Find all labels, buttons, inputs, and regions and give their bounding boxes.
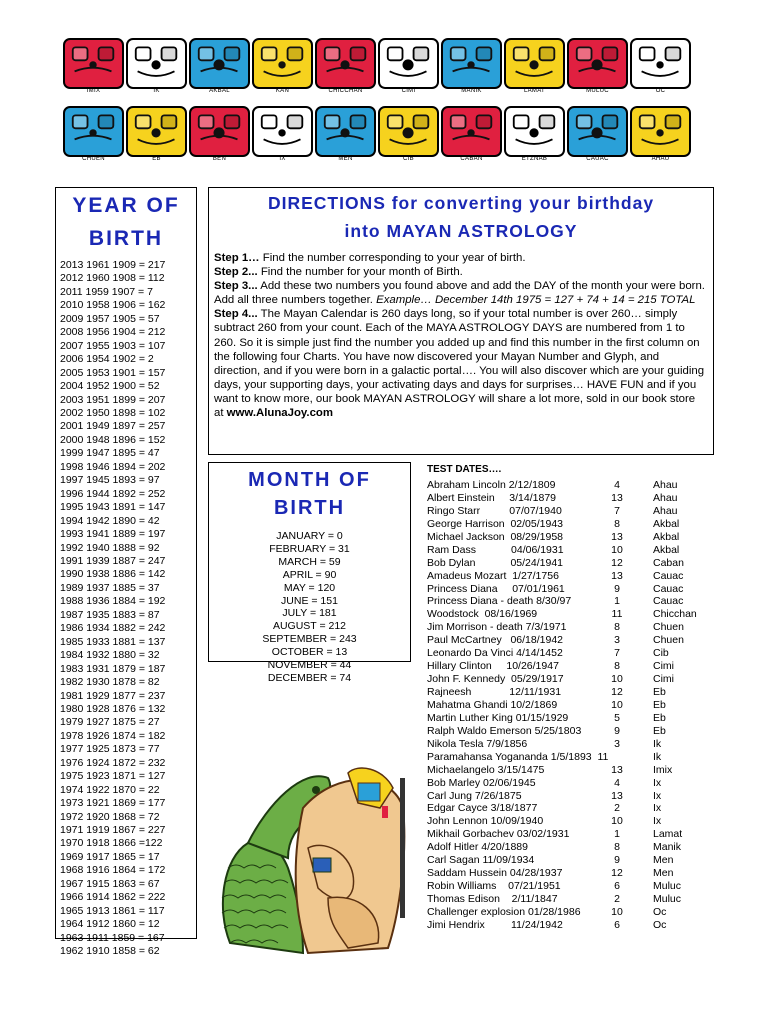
glyph-icon: [504, 38, 565, 89]
test-number: 7: [614, 647, 620, 660]
glyph-icon: [441, 38, 502, 89]
year-row: 1985 1933 1881 = 137: [60, 635, 166, 648]
test-date-row: [427, 531, 717, 544]
test-person: Woodstock 08/16/1969: [427, 608, 538, 621]
glyph-label: KAN: [275, 88, 290, 94]
glyph-cauac: [567, 106, 628, 168]
test-person: Princess Diana - death 8/30/97: [427, 595, 572, 608]
year-row: 2005 1953 1901 = 157: [60, 366, 166, 379]
test-person: Abraham Lincoln 2/12/1809: [427, 479, 556, 491]
step-3: Step 3... Add these two numbers you found above and add the DAY of the month your were born. Add all three numbers together. Example… December 14th 1975 = 127 + 74 + 14 = 215 TOTAL: [214, 280, 705, 307]
test-date-row: [427, 906, 717, 919]
year-row: 2010 1958 1906 = 162: [60, 299, 166, 312]
glyph-label: MEN: [338, 156, 353, 162]
month-row: AUGUST = 212: [272, 620, 347, 633]
test-date-row: [427, 764, 717, 777]
glyph-chuen: [63, 106, 124, 168]
glyph-icon: [441, 106, 502, 157]
test-date-row: [427, 518, 717, 531]
test-person: Edgar Cayce 3/18/1877: [427, 802, 538, 815]
test-date-row: [427, 802, 717, 815]
year-row: 1990 1938 1886 = 142: [60, 568, 166, 581]
glyph-icon: [252, 106, 313, 157]
glyph-label: MULUC: [586, 88, 609, 94]
test-number: 8: [614, 660, 620, 673]
glyph-label: OC: [655, 88, 666, 94]
year-row: 1968 1916 1864 = 172: [60, 864, 166, 877]
test-number: 10: [611, 905, 623, 918]
glyph-icon: [315, 38, 376, 89]
glyph-label: CHICCHAN: [328, 88, 363, 94]
test-number: 10: [611, 543, 623, 556]
month-row: DECEMBER = 74: [267, 671, 352, 684]
step-2: Step 2... Find the number for your month of Birth.: [214, 266, 463, 279]
test-person: Challenger explosion 01/28/1986: [427, 905, 581, 918]
test-person: Mikhail Gorbachev 03/02/1931: [427, 828, 570, 841]
glyph-label: IMIX: [86, 88, 101, 94]
glyph-akbal: [189, 38, 250, 100]
year-row: 1967 1915 1863 = 67: [60, 877, 160, 890]
glyph-label: CIB: [403, 156, 414, 162]
glyph-row-top: [63, 38, 691, 100]
test-person: Michaelangelo 3/15/1475: [427, 763, 545, 776]
year-row: 2002 1950 1898 = 102: [60, 406, 166, 419]
test-person: Albert Einstein 3/14/1879: [427, 491, 556, 504]
glyph-cib: [378, 106, 439, 168]
test-number: 12: [611, 556, 623, 569]
month-row: MAY = 120: [283, 581, 336, 594]
test-number: 9: [614, 854, 620, 867]
glyph-label: CHUEN: [82, 156, 105, 162]
test-sign: Ix: [653, 802, 662, 815]
test-sign: Akbal: [653, 517, 680, 530]
year-row: 1983 1931 1879 = 187: [60, 662, 166, 675]
test-date-row: [427, 557, 717, 570]
test-number: 12: [611, 686, 623, 698]
year-row: 1962 1910 1858 = 62: [60, 945, 160, 958]
test-sign: Ik: [653, 750, 662, 763]
test-person: Bob Marley 02/06/1945: [427, 776, 536, 789]
test-sign: Men: [653, 854, 674, 867]
test-number: 9: [614, 724, 620, 737]
test-date-row: [427, 570, 717, 583]
year-row: 1999 1947 1895 = 47: [60, 447, 160, 460]
year-row: 2001 1949 1897 = 257: [60, 420, 166, 433]
test-number: 9: [614, 582, 620, 595]
test-sign: Akbal: [653, 543, 680, 556]
test-number: 6: [614, 918, 620, 931]
test-date-row: [427, 867, 717, 880]
glyph-kan: [252, 38, 313, 100]
year-row: 1996 1944 1892 = 252: [60, 487, 166, 500]
year-row: 2009 1957 1905 = 57: [60, 312, 160, 325]
test-sign: Chicchan: [653, 608, 697, 621]
year-row: 1974 1922 1870 = 22: [60, 783, 160, 796]
test-person: Michael Jackson 08/29/1958: [427, 530, 564, 543]
test-date-row: [427, 660, 717, 673]
step-4: Step 4... The Mayan Calendar is 260 days long, so if your total number is over 260… simply subtract 260 from your count. Each of the MAYA ASTROLOGY DAYS are numbered from 1 to 260. So it is simple just find the number you added up and find this number in the first column on the following four Charts. You have now discovered your Mayan Number and Glyph, and direction, and if you were born in a galactic portal…. You will also discover which are your guiding days, your supporting days, your activating days and days for surprises… HAVE FUN and if you want to know more, our book MAYAN ASTROLOGY will share a lot more, sold in our book store at www.AlunaJoy.com: [214, 308, 705, 420]
year-row: 1966 1914 1862 = 222: [60, 891, 166, 904]
test-date-row: [427, 725, 717, 738]
test-person: Bob Dylan 05/24/1941: [427, 556, 564, 569]
glyph-oc: [630, 38, 691, 100]
test-dates-title: TEST DATES….: [427, 464, 502, 475]
test-sign: Muluc: [653, 893, 682, 905]
test-person: Saddam Hussein 04/28/1937: [427, 867, 563, 880]
test-sign: Chuen: [653, 634, 684, 647]
glyph-icon: [126, 38, 187, 89]
glyph-label: ETZNAB: [521, 156, 548, 162]
year-row: 2012 1960 1908 = 112: [60, 272, 165, 285]
test-sign: Ahau: [653, 504, 678, 517]
test-sign: Chuen: [653, 621, 684, 634]
year-row: 1995 1943 1891 = 147: [60, 501, 166, 514]
test-person: John F. Kennedy 05/29/1917: [427, 673, 564, 686]
test-number: 4: [614, 479, 620, 491]
glyph-etznab: [504, 106, 565, 168]
year-row: 1972 1920 1868 = 72: [60, 810, 160, 823]
glyph-manik: [441, 38, 502, 100]
glyph-icon: [630, 106, 691, 157]
test-person: Ram Dass 04/06/1931: [427, 543, 564, 556]
test-number: 13: [611, 763, 623, 776]
directions-panel: [208, 187, 714, 455]
glyph-ahau: [630, 106, 691, 168]
test-date-row: [427, 880, 717, 893]
test-date-row: [427, 505, 717, 518]
test-date-row: [427, 621, 717, 634]
year-of-birth-panel: [55, 187, 197, 958]
glyph-icon: [567, 106, 628, 157]
glyph-label: CIMI: [401, 88, 416, 94]
glyph-label: CAUAC: [586, 156, 609, 162]
test-date-row: [427, 828, 717, 841]
test-person: Carl Sagan 11/09/1934: [427, 854, 535, 867]
test-number: 3: [614, 634, 620, 647]
test-number: 5: [614, 711, 620, 724]
year-row: 1986 1934 1882 = 242: [60, 622, 166, 635]
test-number: 8: [614, 841, 620, 854]
year-row: 2006 1954 1902 = 2: [60, 353, 154, 366]
directions-title: DIRECTIONS for converting your birthday into MAYAN ASTROLOGY: [267, 193, 655, 241]
test-sign: Eb: [653, 711, 666, 724]
test-sign: Cauac: [653, 569, 684, 582]
test-person: Carl Jung 7/26/1875: [427, 789, 522, 802]
test-sign: Cauac: [653, 595, 684, 608]
test-sign: Eb: [653, 686, 666, 698]
test-number: 12: [611, 867, 623, 880]
year-row: 1971 1919 1867 = 227: [60, 824, 166, 837]
glyph-icon: [315, 106, 376, 157]
website-link[interactable]: www.AlunaJoy.com: [226, 407, 334, 420]
test-sign: Eb: [653, 698, 666, 711]
test-number: 13: [611, 530, 623, 543]
glyph-label: AHAU: [651, 156, 670, 162]
test-person: Princess Diana 07/01/1961: [427, 582, 565, 595]
glyph-icon: [189, 106, 250, 157]
year-row: 1982 1930 1878 = 82: [60, 676, 160, 689]
year-row: 1977 1925 1873 = 77: [60, 743, 160, 756]
month-list: [209, 530, 410, 685]
year-row: 1997 1945 1893 = 97: [60, 474, 160, 487]
year-row: 1998 1946 1894 = 202: [60, 460, 166, 473]
year-row: 2003 1951 1899 = 207: [60, 393, 166, 406]
test-number: 10: [611, 815, 623, 828]
test-person: Thomas Edison 2/11/1847: [427, 893, 558, 905]
glyph-icon: [630, 38, 691, 89]
test-sign: Ik: [653, 737, 662, 750]
year-row: 1978 1926 1874 = 182: [60, 729, 166, 742]
year-row: 1970 1918 1866 =122: [60, 837, 163, 850]
year-row: 1979 1927 1875 = 27: [60, 716, 160, 729]
year-row: 2013 1961 1909 = 217: [60, 259, 166, 271]
year-row: 2011 1959 1907 = 7: [60, 285, 153, 298]
test-sign: Cimi: [653, 673, 674, 686]
glyph-icon: [189, 38, 250, 89]
step-1: Step 1… Find the number corresponding to your year of birth.: [214, 252, 526, 264]
year-row: 1984 1932 1880 = 32: [60, 649, 160, 662]
month-row: MARCH = 59: [278, 555, 341, 568]
glyph-label: IK: [153, 88, 160, 94]
test-sign: Lamat: [653, 828, 683, 841]
glyph-label: BEN: [212, 156, 227, 162]
test-sign: Ix: [653, 815, 662, 828]
year-row: 1969 1917 1865 = 17: [60, 850, 160, 863]
test-sign: Cauac: [653, 582, 684, 595]
test-number: 11: [611, 608, 623, 621]
glyph-ix: [252, 106, 313, 168]
test-date-row: [427, 479, 717, 492]
glyph-label: IX: [279, 156, 286, 162]
test-date-row: [427, 583, 717, 596]
test-person: John Lennon 10/09/1940: [427, 815, 544, 828]
month-row: NOVEMBER = 44: [267, 659, 352, 672]
directions-text: [214, 251, 707, 420]
test-number: 8: [614, 621, 620, 634]
glyph-ik: [126, 38, 187, 100]
year-list: [60, 259, 196, 959]
test-date-row: [427, 686, 717, 699]
glyph-label: CABAN: [460, 156, 483, 162]
year-row: 2004 1952 1900 = 52: [60, 380, 160, 393]
test-date-row: [427, 712, 717, 725]
test-date-row: [427, 790, 717, 803]
year-row: 1964 1912 1860 = 12: [60, 918, 160, 931]
year-row: 2000 1948 1896 = 152: [60, 433, 166, 446]
year-row: 1993 1941 1889 = 197: [60, 528, 166, 541]
year-row: 1992 1940 1888 = 92: [60, 541, 160, 554]
test-number: 1: [614, 828, 620, 841]
test-sign: Manik: [653, 841, 682, 854]
test-sign: Caban: [653, 556, 684, 569]
test-number: 10: [611, 673, 623, 686]
test-sign: Oc: [653, 918, 667, 931]
glyph-label: EB: [152, 156, 161, 162]
year-row: 1976 1924 1872 = 232: [60, 756, 166, 769]
test-number: 13: [611, 491, 623, 504]
test-person: Adolf Hitler 4/20/1889: [427, 841, 528, 854]
test-person: Robin Williams 07/21/1951: [427, 880, 561, 893]
year-row: 1973 1921 1869 = 177: [60, 797, 166, 810]
glyph-icon: [63, 106, 124, 157]
test-date-row: [427, 777, 717, 790]
test-number: 2: [614, 893, 620, 905]
test-person: Amadeus Mozart 1/27/1756: [427, 569, 559, 582]
year-row: 1991 1939 1887 = 247: [60, 554, 166, 567]
glyph-eb: [126, 106, 187, 168]
test-sign: Ahau: [653, 491, 678, 504]
month-row: JANUARY = 0: [276, 530, 343, 542]
test-number: 3: [614, 737, 620, 750]
test-person: Rajneesh 12/11/1931: [427, 686, 562, 698]
glyph-icon: [567, 38, 628, 89]
test-person: Hillary Clinton 10/26/1947: [427, 660, 559, 673]
glyph-icon: [63, 38, 124, 89]
test-number: 8: [614, 517, 620, 530]
test-date-row: [427, 919, 717, 932]
test-sign: Eb: [653, 724, 666, 737]
test-person: Paramahansa Yogananda 1/5/1893 11: [427, 750, 609, 763]
test-sign: Men: [653, 867, 674, 880]
test-number: 2: [614, 802, 620, 815]
test-person: Mahatma Ghandi 10/2/1869: [427, 698, 558, 711]
test-date-row: [427, 608, 717, 621]
glyph-row-bottom: [63, 106, 691, 168]
year-row: 1981 1929 1877 = 237: [60, 689, 166, 702]
test-date-row: [427, 544, 717, 557]
glyph-icon: [378, 106, 439, 157]
test-person: George Harrison 02/05/1943: [427, 517, 564, 530]
glyph-icon: [126, 106, 187, 157]
test-date-row: [427, 595, 717, 608]
test-number: 6: [614, 880, 620, 893]
test-sign: Imix: [653, 763, 673, 776]
test-sign: Muluc: [653, 880, 682, 893]
test-number: 7: [614, 504, 620, 517]
test-person: Jim Morrison - death 7/3/1971: [427, 621, 567, 634]
test-dates-list: [427, 479, 717, 932]
glyph-chicchan: [315, 38, 376, 100]
test-number: 10: [611, 698, 623, 711]
test-person: Leonardo Da Vinci 4/14/1452: [427, 647, 563, 660]
year-row: 2007 1955 1903 = 107: [60, 339, 166, 352]
year-row: 1987 1935 1883 = 87: [60, 608, 160, 621]
test-person: Nikola Tesla 7/9/1856: [427, 737, 528, 750]
test-date-row: [427, 738, 717, 751]
glyph-ben: [189, 106, 250, 168]
glyph-cimi: [378, 38, 439, 100]
test-number: 13: [611, 569, 623, 582]
test-sign: Oc: [653, 905, 667, 918]
year-row: 2008 1956 1904 = 212: [60, 326, 166, 339]
glyph-label: MANIK: [461, 88, 482, 94]
test-number: 1: [614, 595, 620, 608]
year-row: 1965 1913 1861 = 117: [60, 904, 165, 917]
test-date-row: [427, 647, 717, 660]
glyph-muluc: [567, 38, 628, 100]
month-of-birth-panel: [208, 462, 411, 684]
year-row: 1989 1937 1885 = 37: [60, 581, 160, 594]
month-row: SEPTEMBER = 243: [262, 633, 357, 646]
year-row: 1963 1911 1859 = 167: [60, 931, 165, 944]
test-date-row: [427, 841, 717, 854]
test-person: Jimi Hendrix 11/24/1942: [427, 918, 563, 931]
glyph-caban: [441, 106, 502, 168]
glyph-icon: [504, 106, 565, 157]
test-date-row: [427, 751, 717, 764]
glyph-icon: [252, 38, 313, 89]
month-row: JUNE = 151: [281, 594, 338, 607]
test-sign: Cib: [653, 647, 669, 660]
test-sign: Cimi: [653, 660, 674, 673]
year-title: YEAR OF BIRTH: [72, 194, 180, 250]
year-row: 1988 1936 1884 = 192: [60, 595, 166, 608]
test-sign: Ix: [653, 789, 662, 802]
glyph-label: LAMAT: [523, 88, 546, 94]
test-sign: Ahau: [653, 479, 678, 491]
test-date-row: [427, 492, 717, 505]
month-title: MONTH OF BIRTH: [248, 469, 371, 519]
test-sign: Ix: [653, 776, 662, 789]
test-date-row: [427, 673, 717, 686]
year-row: 1975 1923 1871 = 127: [60, 770, 166, 783]
test-number: 4: [614, 776, 620, 789]
test-person: Ralph Waldo Emerson 5/25/1803: [427, 724, 582, 737]
month-row: FEBRUARY = 31: [269, 542, 350, 555]
test-sign: Akbal: [653, 530, 680, 543]
glyph-men: [315, 106, 376, 168]
test-person: Martin Luther King 01/15/1929: [427, 711, 569, 724]
test-number: 13: [611, 789, 623, 802]
test-date-row: [427, 699, 717, 712]
glyph-label: AKBAL: [209, 88, 230, 94]
glyph-lamat: [504, 38, 565, 100]
glyph-imix: [63, 38, 124, 100]
year-row: 1980 1928 1876 = 132: [60, 702, 166, 715]
glyph-icon: [378, 38, 439, 89]
test-date-row: [427, 893, 717, 906]
year-row: 1994 1942 1890 = 42: [60, 514, 160, 527]
test-date-row: [427, 854, 717, 867]
test-date-row: [427, 815, 717, 828]
test-person: Ringo Starr 07/07/1940: [427, 504, 562, 517]
test-date-row: [427, 634, 717, 647]
test-person: Paul McCartney 06/18/1942: [427, 634, 563, 647]
mayan-figure-illustration: [208, 748, 418, 956]
month-row: OCTOBER = 13: [271, 646, 348, 659]
month-row: JULY = 181: [282, 607, 337, 620]
month-row: APRIL = 90: [282, 568, 337, 581]
